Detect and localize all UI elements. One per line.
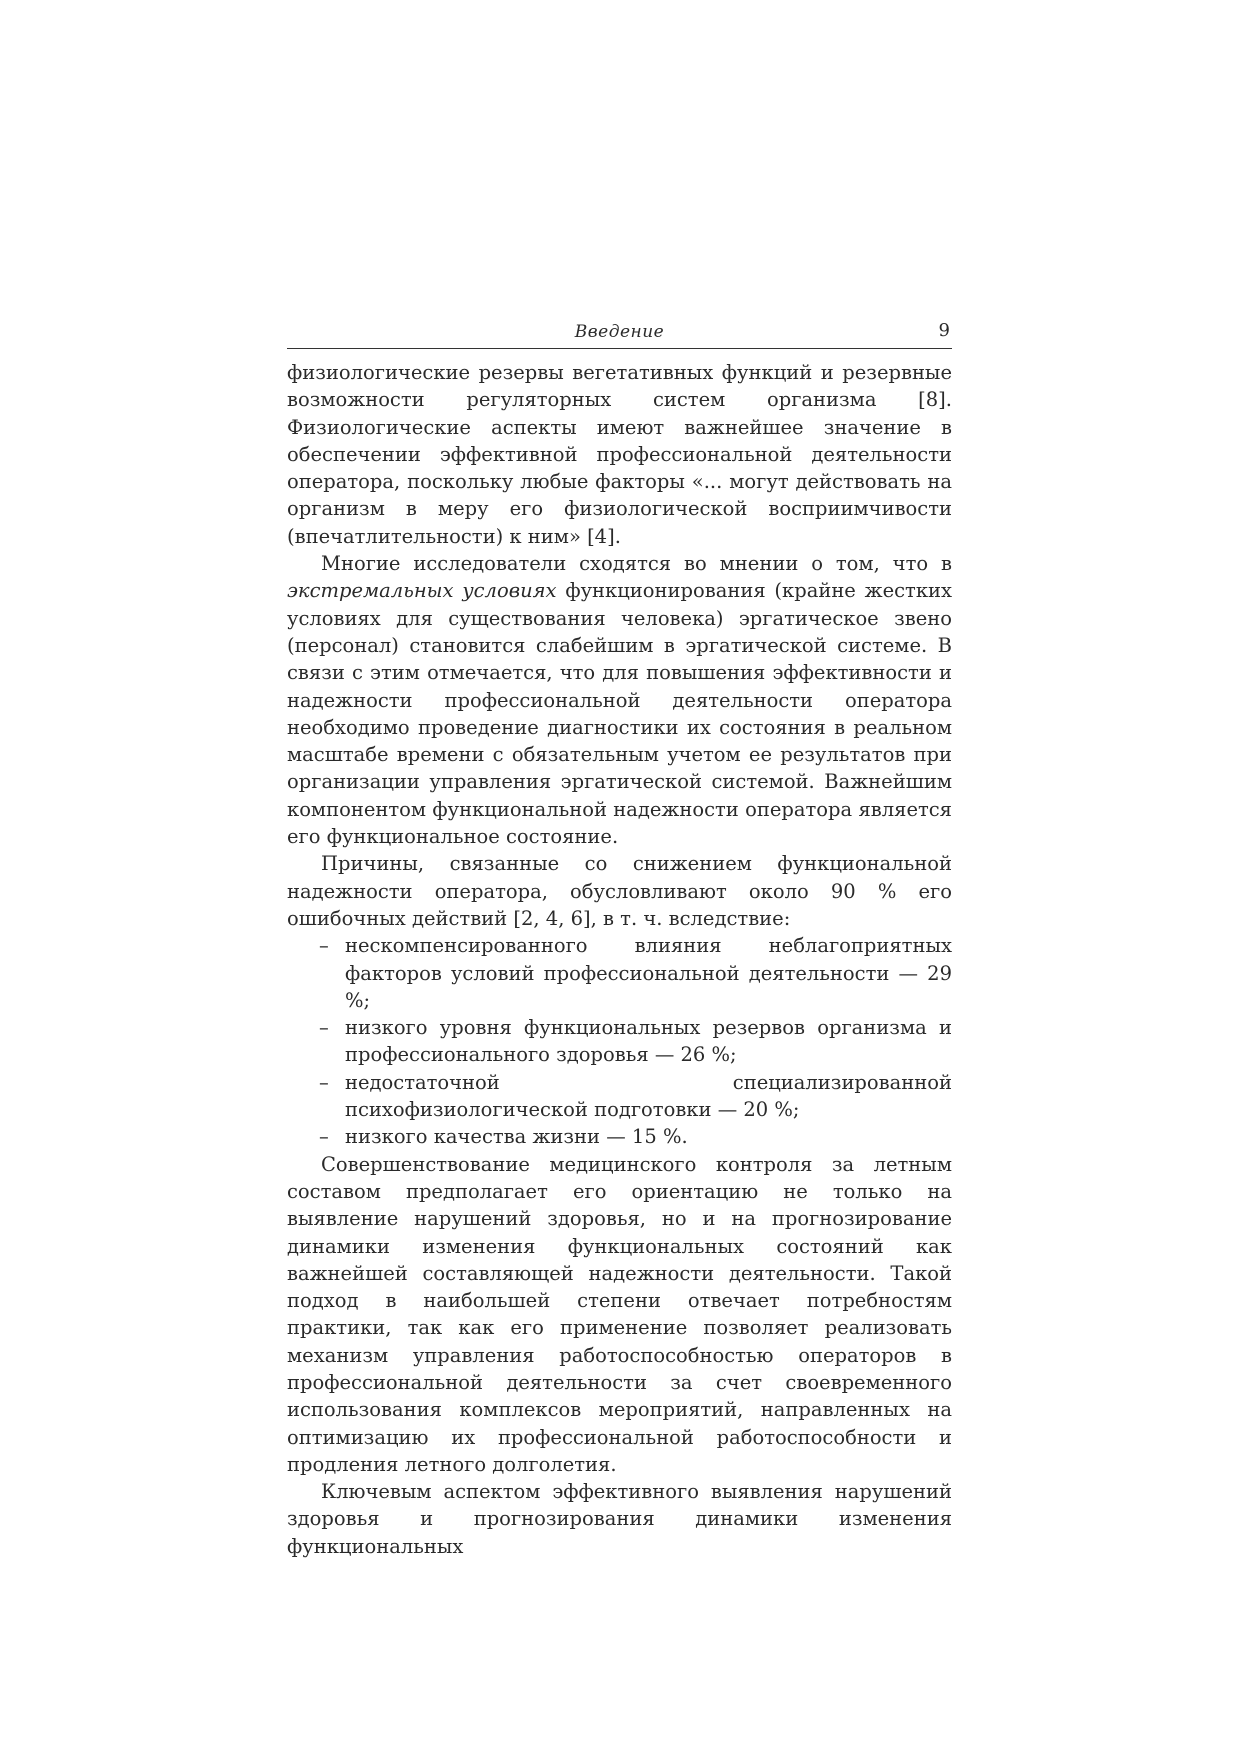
list-item	[319, 1069, 952, 1124]
list-item	[319, 932, 952, 1014]
book-page	[287, 318, 952, 1560]
list-item-text: низкого качества жизни — 15 %.	[345, 1125, 688, 1149]
paragraph-2	[287, 550, 952, 850]
list-dash: –	[319, 1125, 329, 1149]
running-header	[287, 318, 952, 349]
page-number: 9	[938, 320, 950, 341]
list-item-text: недостаточной специализированной психофизиологической подготовки — 20 %;	[345, 1070, 952, 1122]
paragraph-2-text-end: функционирования (крайне жестких условиях для существования человека) эргатическое звено (персонал) становится слабейшим в эргатической системе. В связи с этим отмечается, что для повышения эффективности и надежности профессиональной деятельности оператора необходимо проведение диагностики их состояния в реальном масштабе времени с обязательным учетом ее результатов при организации управления эргатической системой. Важнейшим компонентом функциональной надежности оператора является его функциональное состояние.	[287, 579, 952, 849]
body-text	[287, 359, 952, 1560]
causes-list	[287, 932, 952, 1150]
list-item	[319, 1123, 952, 1150]
list-dash: –	[319, 1016, 329, 1040]
paragraph-2-emphasis: экстремальных условиях	[287, 579, 557, 603]
chapter-title: Введение	[574, 322, 665, 342]
list-dash: –	[319, 934, 329, 958]
list-item-text: низкого уровня функциональных резервов организма и профессионального здоровья — 26 %;	[345, 1016, 952, 1067]
list-item	[319, 1014, 952, 1069]
list-dash: –	[319, 1070, 329, 1094]
paragraph-2-text-start: Многие исследователи сходятся во мнении о том, что в	[321, 552, 952, 576]
paragraph-5: Ключевым аспектом эффективного выявления нарушений здоровья и прогнозирования динамики изменения функциональных	[287, 1480, 952, 1558]
list-item-text: нескомпенсированного влияния неблагоприятных факторов условий профессиональной деятельности — 29 %;	[345, 934, 952, 1012]
paragraph-3: Причины, связанные со снижением функциональной надежности оператора, обусловливают около 90 % его ошибочных действий [2, 4, 6], в т. ч. вследствие:	[287, 852, 952, 930]
paragraph-1: физиологические резервы вегетативных функций и резервные возможности регуляторных систем организма [8]. Физиологические аспекты имеют важнейшее значение в обеспечении эффективной профессиональной деятельности оператора, поскольку любые факторы «... могут действовать на организм в меру его физиологической восприимчивости (впечатлительности) к ним» [4].	[287, 361, 952, 548]
paragraph-4: Совершенствование медицинского контроля за летным составом предполагает его ориентацию не только на выявление нарушений здоровья, но и на прогнозирование динамики изменения функциональных состояний как важнейшей составляющей надежности деятельности. Такой подход в наибольшей степени отвечает потребностям практики, так как его применение позволяет реализовать механизм управления работоспособностью операторов в профессиональной деятельности за счет своевременного использования комплексов мероприятий, направленных на оптимизацию их профессиональной работоспособности и продления летного долголетия.	[287, 1152, 952, 1476]
